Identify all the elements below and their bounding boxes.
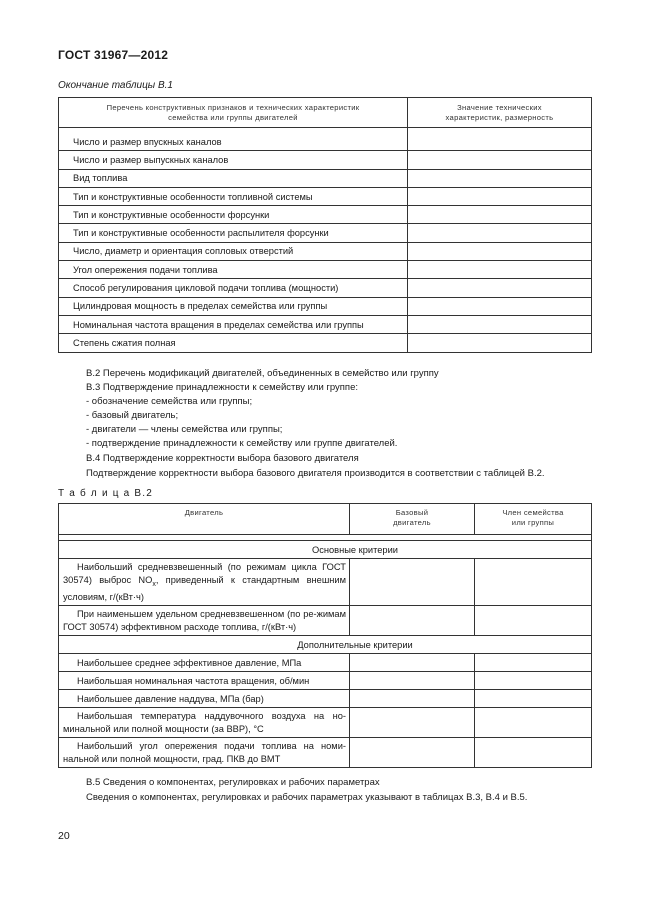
table2-cell-label: Наибольший угол опережения подачи топлива на номи-нальной или полной мощности, град. ПКВ до ВМТ xyxy=(59,738,350,768)
table2-cell-member xyxy=(475,606,592,636)
table-row xyxy=(59,672,592,690)
table2-cell-base xyxy=(350,738,475,768)
table2-cell-label: При наименьшем удельном средневзвешенном (по ре-жимам ГОСТ 30574) эффективном расходе топлива, г/(кВт·ч) xyxy=(59,606,350,636)
table1-col1-header: Перечень конструктивных признаков и технических характеристик семейства или группы двигателей xyxy=(59,98,408,128)
table1-cell-value xyxy=(408,261,592,279)
table2-section-row xyxy=(59,541,592,559)
table-b1 xyxy=(58,97,592,353)
table1-col2-header: Значение технических характеристик, размерность xyxy=(408,98,592,128)
table-row xyxy=(59,261,592,279)
table1-cell-label: Цилиндровая мощность в пределах семейства или группы xyxy=(59,297,408,315)
paragraph-b3: В.3 Подтверждение принадлежности к семейству или группе: xyxy=(86,382,358,393)
table2-cell-member xyxy=(475,708,592,738)
table2-cell-label: Наибольшая номинальная частота вращения, об/мин xyxy=(59,672,350,690)
table-row xyxy=(59,334,592,352)
list-item: - обозначение семейства или группы; xyxy=(86,396,253,407)
table1-cell-label: Способ регулирования цикловой подачи топлива (мощности) xyxy=(59,279,408,297)
document-header: ГОСТ 31967—2012 xyxy=(58,48,169,62)
table-row xyxy=(59,315,592,333)
section-heading-main: Основные критерии xyxy=(59,541,592,559)
table2-cell-member xyxy=(475,654,592,672)
table1-cell-value xyxy=(408,169,592,187)
table1-cell-value xyxy=(408,334,592,352)
table-row xyxy=(59,708,592,738)
table1-cell-label: Вид топлива xyxy=(59,169,408,187)
table2-cell-label: Наибольший средневзвешенный (по режимам цикла ГОСТ 30574) выброс $NO_x$, приведенный к стандартным внешним условиям, г/(кВт·ч) xyxy=(59,559,350,606)
table1-cell-label: Тип и конструктивные особенности распылителя форсунки xyxy=(59,224,408,242)
table1-cell-label: Угол опережения подачи топлива xyxy=(59,261,408,279)
page-number: 20 xyxy=(58,830,70,842)
table1-cell-label: Номинальная частота вращения в пределах семейства или группы xyxy=(59,315,408,333)
table1-cell-label: Тип и конструктивные особенности топливной системы xyxy=(59,187,408,205)
table2-cell-member xyxy=(475,690,592,708)
table1-cell-label: Число, диаметр и ориентация сопловых отверстий xyxy=(59,242,408,260)
table-row xyxy=(59,133,592,151)
table2-cell-member xyxy=(475,738,592,768)
table-row xyxy=(59,738,592,768)
list-item: - базовый двигатель; xyxy=(86,410,179,421)
paragraph-b5-text: Сведения о компонентах, регулировках и рабочих параметрах указывают в таблицах В.3, В.4 и В.5. xyxy=(86,792,528,803)
table2-caption: Т а б л и ц а В.2 xyxy=(58,488,153,499)
table2-cell-base xyxy=(350,672,475,690)
table-b2 xyxy=(58,503,592,768)
table1-cell-label: Тип и конструктивные особенности форсунки xyxy=(59,206,408,224)
table2-cell-base xyxy=(350,654,475,672)
table1-cell-label: Число и размер выпускных каналов xyxy=(59,151,408,169)
table-row xyxy=(59,279,592,297)
section-heading-additional: Дополнительные критерии xyxy=(59,636,592,654)
table1-caption: Окончание таблицы В.1 xyxy=(58,80,173,91)
list-item: - двигатели — члены семейства или группы; xyxy=(86,424,283,435)
table2-header-row xyxy=(59,504,592,535)
table2-cell-member xyxy=(475,559,592,606)
table1-cell-value xyxy=(408,242,592,260)
list-item: - подтверждение принадлежности к семейству или группе двигателей. xyxy=(86,438,398,449)
table-row xyxy=(59,187,592,205)
table2-cell-base xyxy=(350,708,475,738)
paragraph-b2: В.2 Перечень модификаций двигателей, объединенных в семейство или группу xyxy=(86,368,439,379)
paragraph-b4: В.4 Подтверждение корректности выбора базового двигателя xyxy=(86,453,359,464)
table2-col3-header: Член семейства или группы xyxy=(475,504,592,535)
table2-cell-member xyxy=(475,672,592,690)
table2-cell-base xyxy=(350,690,475,708)
table-row xyxy=(59,151,592,169)
table2-cell-base xyxy=(350,606,475,636)
table-row xyxy=(59,690,592,708)
table-row xyxy=(59,297,592,315)
table1-cell-value xyxy=(408,133,592,151)
table-row xyxy=(59,654,592,672)
table2-cell-label: Наибольшая температура наддувочного воздуха на но-минальной или полной мощности (за ВВР), °С xyxy=(59,708,350,738)
table1-cell-label: Число и размер впускных каналов xyxy=(59,133,408,151)
table-row xyxy=(59,559,592,606)
table1-cell-value xyxy=(408,224,592,242)
table1-cell-value xyxy=(408,279,592,297)
table2-cell-label: Наибольшее давление наддува, МПа (бар) xyxy=(59,690,350,708)
paragraph-b4-text: Подтверждение корректности выбора базового двигателя производится в соответствии с таблицей В.2. xyxy=(86,468,545,479)
table-row xyxy=(59,224,592,242)
table1-cell-value xyxy=(408,206,592,224)
table1-header-row xyxy=(59,98,592,128)
table-row xyxy=(59,242,592,260)
table2-cell-base xyxy=(350,559,475,606)
table1-cell-value xyxy=(408,297,592,315)
table2-section-row xyxy=(59,636,592,654)
table1-cell-value xyxy=(408,187,592,205)
table-row xyxy=(59,206,592,224)
table1-cell-value xyxy=(408,315,592,333)
table-row xyxy=(59,169,592,187)
table2-col1-header: Двигатель xyxy=(59,504,350,535)
table2-cell-label: Наибольшее среднее эффективное давление, МПа xyxy=(59,654,350,672)
table2-col2-header: Базовый двигатель xyxy=(350,504,475,535)
table1-cell-label: Степень сжатия полная xyxy=(59,334,408,352)
table1-cell-value xyxy=(408,151,592,169)
paragraph-b5: В.5 Сведения о компонентах, регулировках и рабочих параметрах xyxy=(86,777,380,788)
table-row xyxy=(59,606,592,636)
